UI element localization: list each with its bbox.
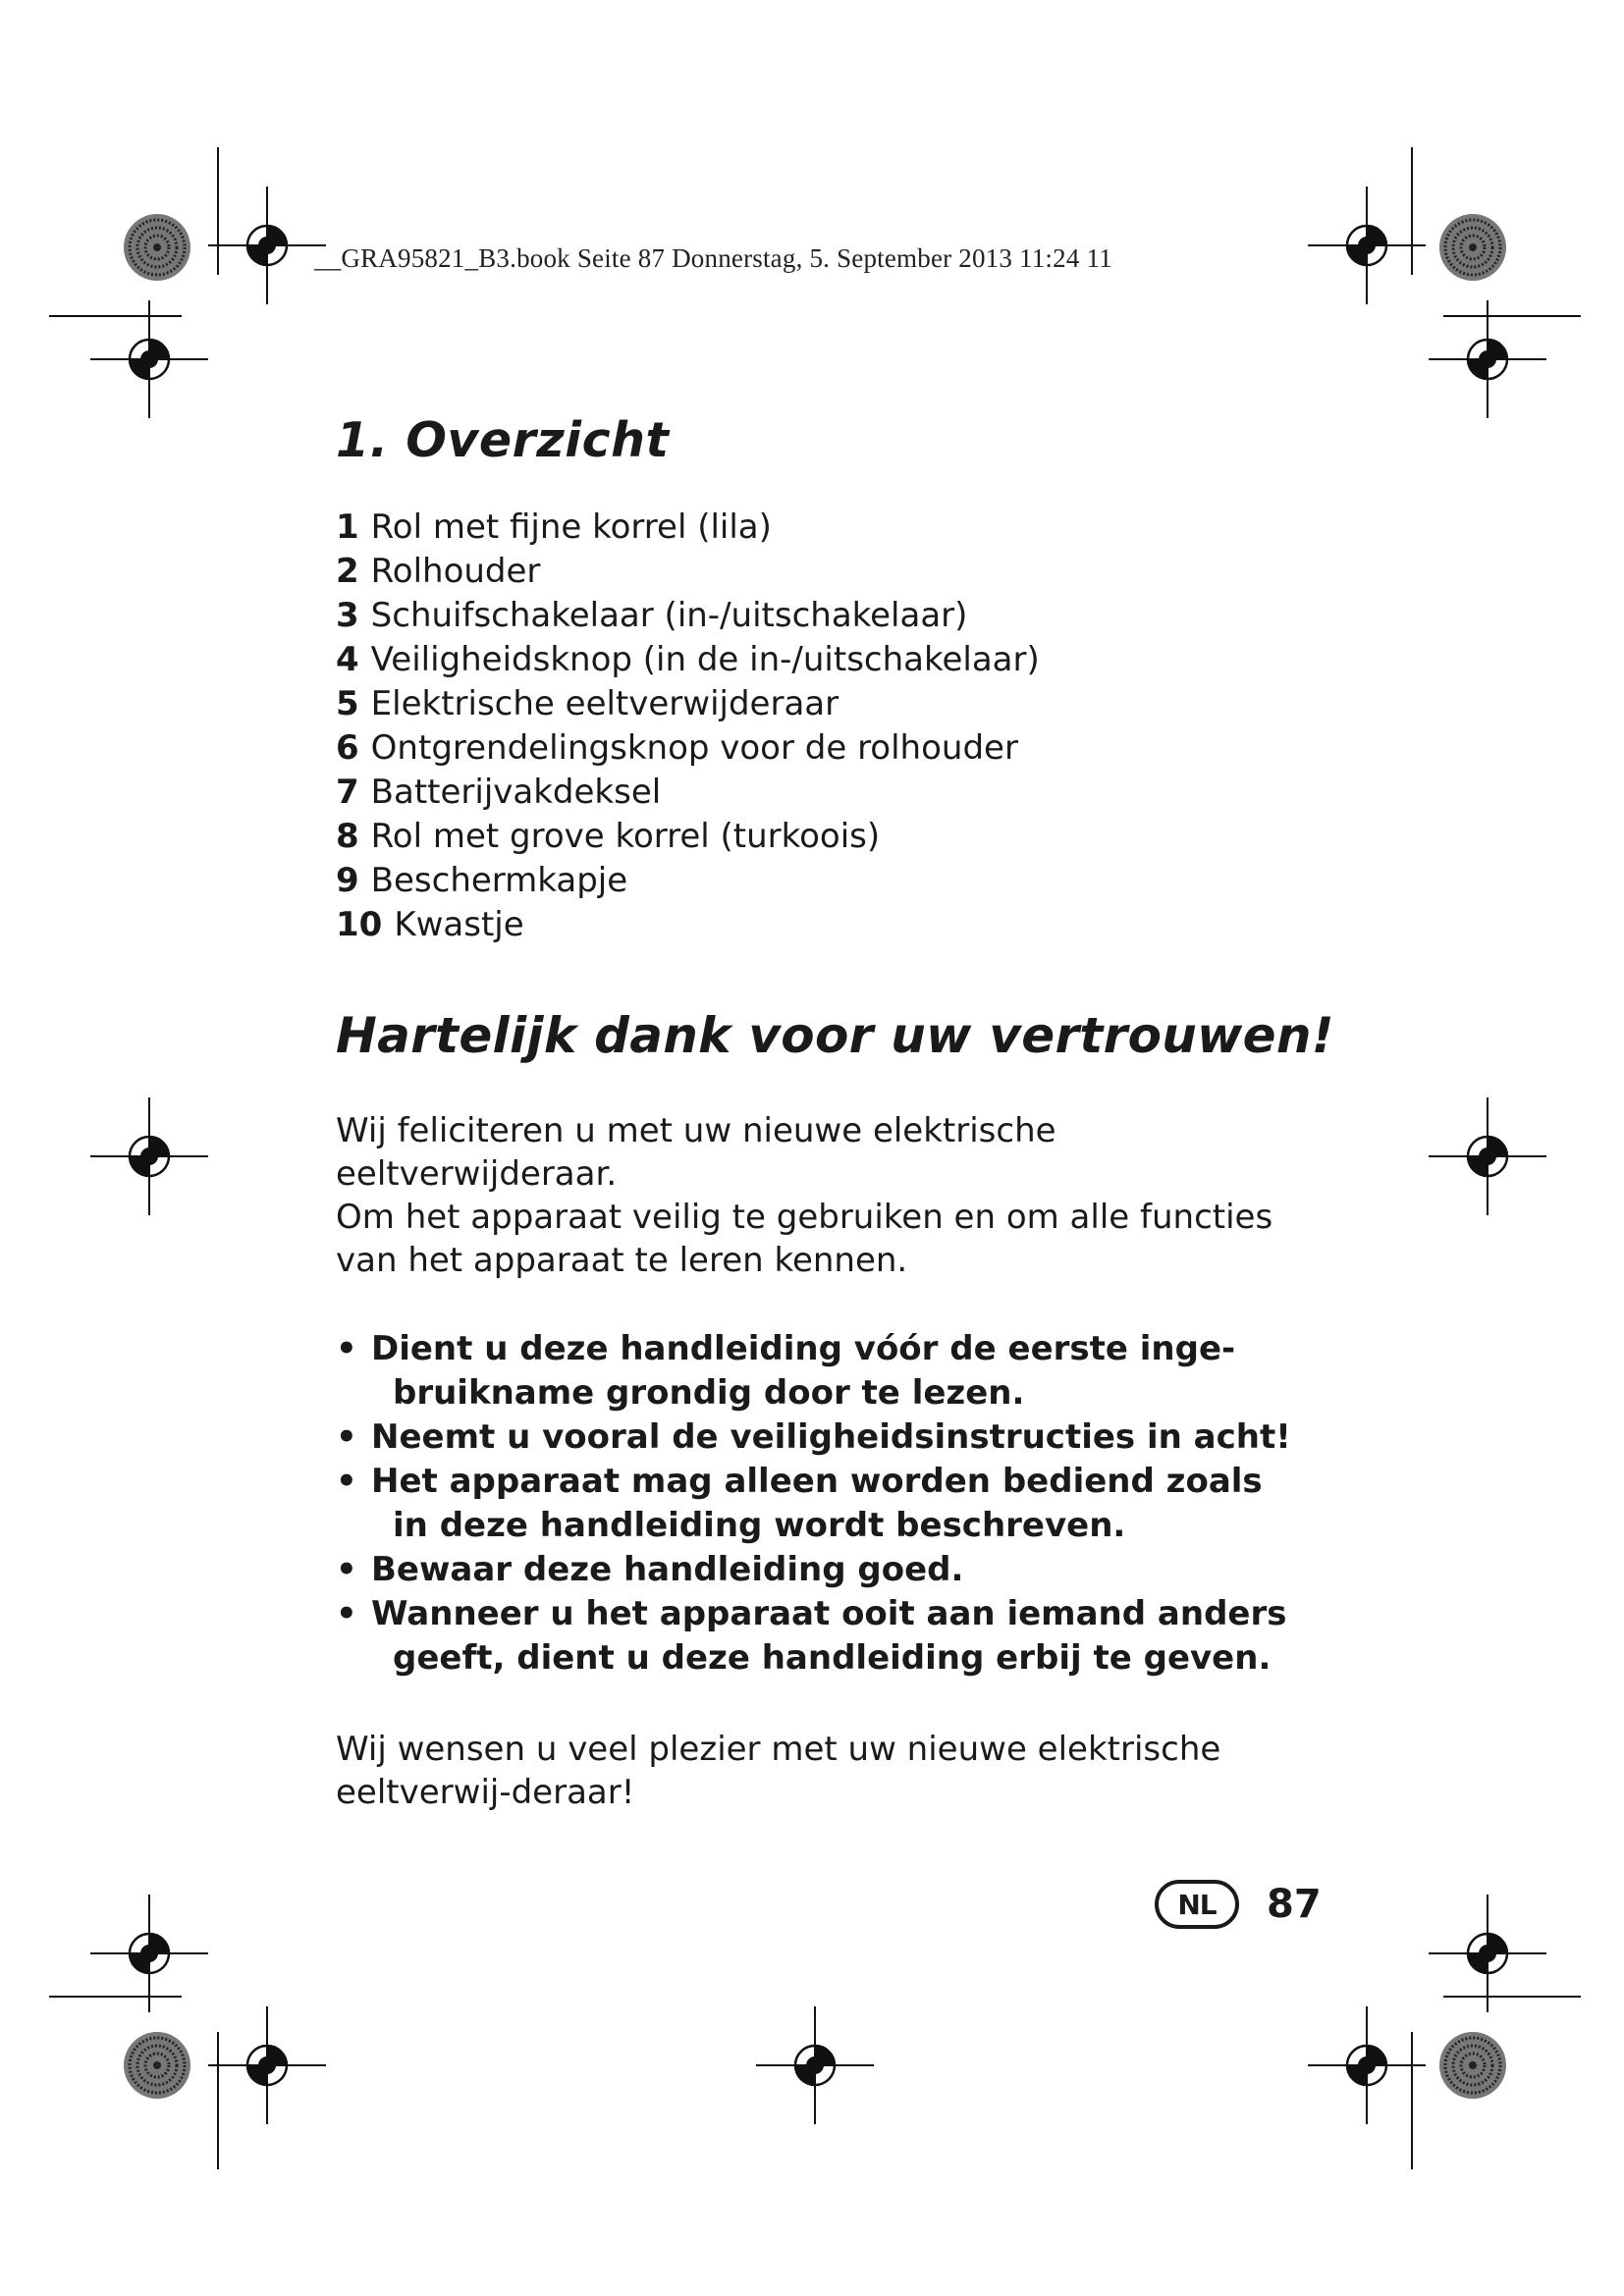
part-number: 1 bbox=[336, 507, 359, 547]
part-label: Rol met fijne korrel (lila) bbox=[370, 507, 772, 547]
usage-paragraph: Om het apparaat veilig te gebruiken en om alle functies van het apparaat te leren kennen. bbox=[336, 1198, 1273, 1280]
closing-paragraph: Wij wensen u veel plezier met uw nieuwe elektrische eeltverwij-deraar! bbox=[336, 1730, 1221, 1812]
part-label: Rolhouder bbox=[370, 552, 541, 591]
part-label: Kwastje bbox=[394, 905, 524, 944]
list-item bbox=[336, 1460, 1357, 1548]
registration-mark-right-upper bbox=[1429, 300, 1546, 418]
part-label: Batterijvakdeksel bbox=[370, 773, 662, 812]
part-label: Schuifschakelaar (in-/uitschakelaar) bbox=[370, 596, 968, 635]
registration-mark-bottom-right bbox=[1308, 2006, 1426, 2124]
part-number: 10 bbox=[336, 905, 383, 944]
list-item bbox=[336, 815, 1040, 859]
intro-paragraph: Wij feliciteren u met uw nieuwe elektrische eeltverwijderaar. bbox=[336, 1111, 1056, 1194]
list-item bbox=[336, 771, 1040, 815]
part-number: 2 bbox=[336, 552, 359, 591]
bullet-text-line2: bruikname grondig door te lezen. bbox=[393, 1373, 1025, 1413]
registration-mark-top-right bbox=[1308, 187, 1426, 304]
color-target-bottom-left bbox=[124, 2032, 190, 2099]
list-item bbox=[336, 859, 1040, 903]
list-item bbox=[336, 726, 1040, 771]
page-number: 87 bbox=[1267, 1882, 1322, 1927]
list-item bbox=[336, 1592, 1357, 1681]
part-number: 4 bbox=[336, 640, 359, 679]
overview-heading: 1. Overzicht bbox=[336, 412, 670, 468]
part-number: 5 bbox=[336, 684, 359, 723]
bullet-text-line1: Dient u deze handleiding vóór de eerste inge- bbox=[371, 1329, 1236, 1368]
registration-mark-left-lower bbox=[90, 1895, 208, 2012]
print-slug: __GRA95821_B3.book Seite 87 Donnerstag, 5. September 2013 11:24 11 bbox=[314, 243, 1112, 273]
thanks-heading: Hartelijk dank voor uw vertrouwen! bbox=[336, 1007, 1334, 1064]
list-item bbox=[336, 1415, 1357, 1460]
part-label: Elektrische eeltverwijderaar bbox=[370, 684, 839, 723]
part-number: 6 bbox=[336, 728, 359, 768]
part-number: 9 bbox=[336, 861, 359, 900]
part-number: 3 bbox=[336, 596, 359, 635]
list-item bbox=[336, 1327, 1357, 1415]
registration-mark-bottom-center bbox=[756, 2006, 874, 2124]
registration-mark-top-left bbox=[208, 187, 326, 304]
list-item bbox=[336, 903, 1040, 947]
part-number: 8 bbox=[336, 817, 359, 856]
part-label: Beschermkapje bbox=[370, 861, 628, 900]
color-target-top-left bbox=[124, 214, 190, 281]
bullet-text-line1: Het apparaat mag alleen worden bediend zoals bbox=[371, 1462, 1263, 1501]
list-item bbox=[336, 682, 1040, 726]
bullet-text-line2: in deze handleiding wordt beschreven. bbox=[393, 1506, 1126, 1545]
bullet-icon: • bbox=[336, 1594, 357, 1633]
part-label: Veiligheidsknop (in de in-/uitschakelaar) bbox=[370, 640, 1040, 679]
list-item bbox=[336, 594, 1040, 638]
list-item bbox=[336, 1548, 1357, 1592]
parts-list bbox=[336, 506, 1040, 947]
color-target-bottom-right bbox=[1439, 2032, 1506, 2099]
page-footer bbox=[1155, 1877, 1322, 1932]
registration-mark-left-middle bbox=[90, 1097, 208, 1215]
bullet-icon: • bbox=[336, 1550, 357, 1589]
bullet-text-line1: Bewaar deze handleiding goed. bbox=[371, 1550, 964, 1589]
bullet-text-line1: Neemt u vooral de veiligheidsinstructies in acht! bbox=[371, 1417, 1291, 1457]
part-label: Rol met grove korrel (turkoois) bbox=[370, 817, 881, 856]
bullet-text-line2: geeft, dient u deze handleiding erbij te geven. bbox=[393, 1638, 1272, 1678]
registration-mark-right-lower bbox=[1429, 1895, 1546, 2012]
bullet-text-line1: Wanneer u het apparaat ooit aan iemand anders bbox=[371, 1594, 1287, 1633]
part-label: Ontgrendelingsknop voor de rolhouder bbox=[370, 728, 1018, 768]
registration-mark-left-upper bbox=[90, 300, 208, 418]
list-item bbox=[336, 550, 1040, 594]
bullet-icon: • bbox=[336, 1329, 357, 1368]
part-number: 7 bbox=[336, 773, 359, 812]
list-item bbox=[336, 506, 1040, 550]
bullet-icon: • bbox=[336, 1462, 357, 1501]
registration-mark-bottom-left bbox=[208, 2006, 326, 2124]
instruction-bullets bbox=[336, 1327, 1357, 1681]
bullet-icon: • bbox=[336, 1417, 357, 1457]
color-target-top-right bbox=[1439, 214, 1506, 281]
registration-mark-right-middle bbox=[1429, 1097, 1546, 1215]
language-badge: NL bbox=[1155, 1880, 1239, 1929]
list-item bbox=[336, 638, 1040, 682]
